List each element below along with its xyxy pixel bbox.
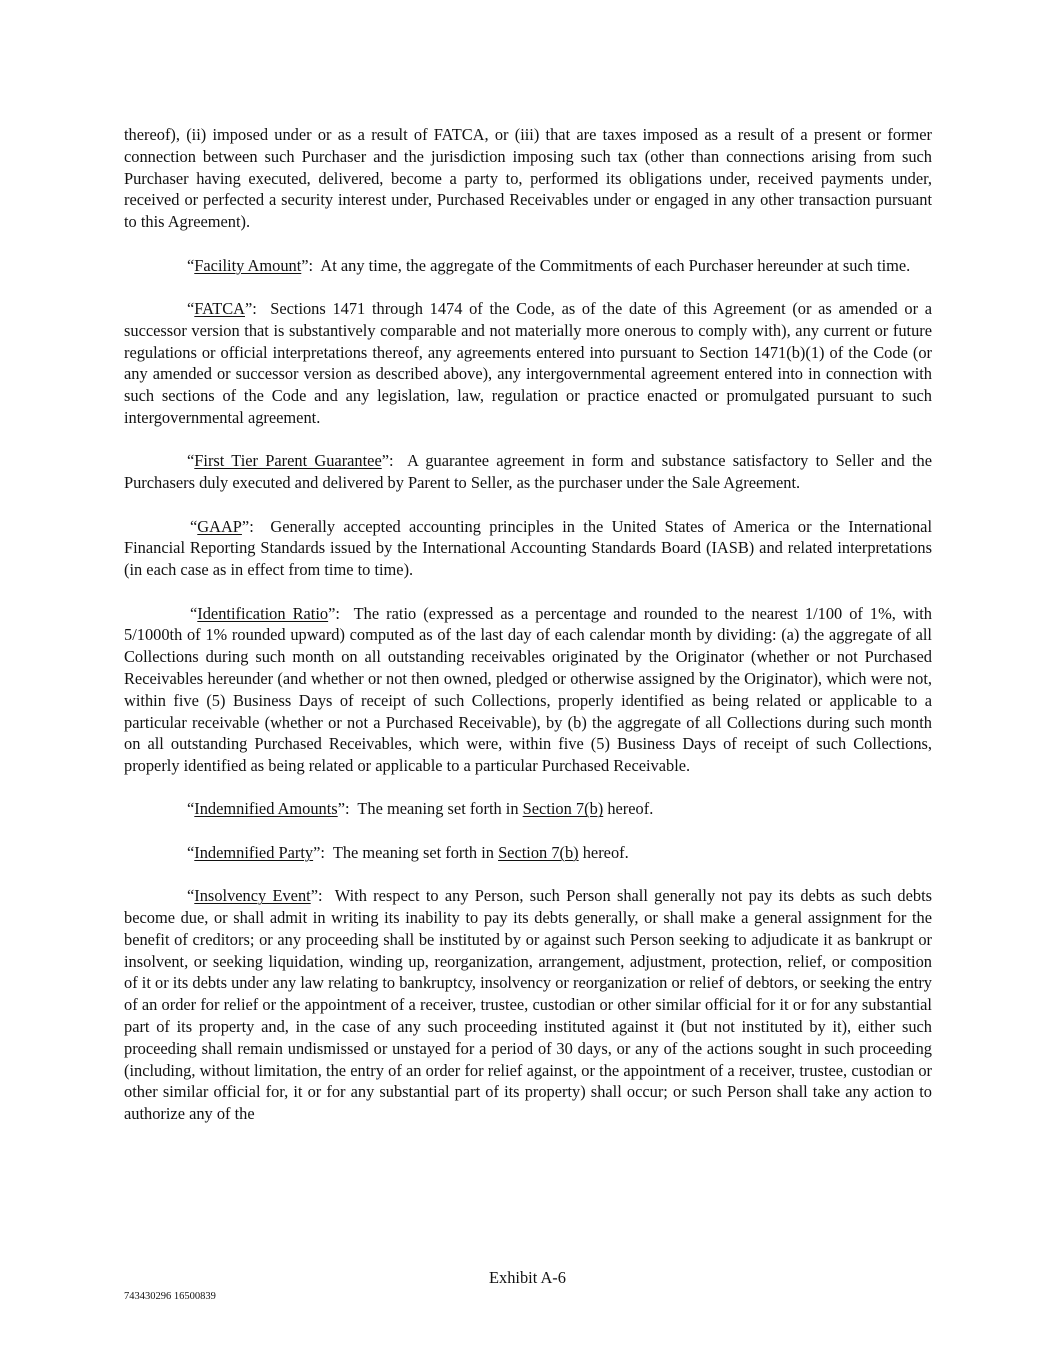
defined-term: Identification Ratio (197, 603, 329, 623)
defined-term: Insolvency Event (194, 886, 311, 906)
definition-first-tier-parent-guarantee: “First Tier Parent Guarantee”: A guarantee agreement in form and substance satisfactory to Seller and the Purchasers duly executed and delivered by Parent to Seller, as the purchaser under the Sale Agreement. (124, 451, 932, 493)
definition-indemnified-party: “Indemnified Party”: The meaning set forth in Section 7(b) hereof. (187, 842, 629, 862)
exhibit-page-label: Exhibit A-6 (489, 1268, 566, 1287)
definition-text: A guarantee agreement in form and substance satisfactory to Seller and the Purchasers duly executed and delivered by Parent to Seller, as the purchaser under the Sale Agreement. (124, 451, 932, 493)
definition-text-end: hereof. (603, 799, 654, 819)
definition-facility-amount: “Facility Amount”: At any time, the aggregate of the Commitments of each Purchaser hereunder at such time. (187, 255, 911, 275)
definition-indemnified-amounts: “Indemnified Amounts”: The meaning set forth in Section 7(b) hereof. (187, 799, 654, 819)
definition-text-end: hereof. (578, 842, 629, 862)
definition-text: With respect to any Person, such Person shall generally not pay its debts as such debts become due, or shall admit in writing its inability to pay its debts generally, or shall make a general assignment for the benefit of creditors; or any proceeding shall be instituted by or against such Person seeking to adjudicate it as bankrupt or insolvent, or seeking liquidation, winding up, reorganization, arrangement, adjustment, protection, relief, or composition of it or its debts under any law relating to bankruptcy, insolvency or reorganization or relief of debtors, or seeking the entry of an order for relief or the appointment of a receiver, trustee, custodian or other similar official for it or for any substantial part of its property and, in the case of any such proceeding instituted against it (but not instituted by it), either such proceeding shall remain undismissed or unstayed for a period of 30 days, or any of the actions sought in such proceeding (including, without limitation, the entry of an order for relief against, or the appointment of a receiver, trustee, custodian or other similar official for, it or for any substantial part of its property) shall occur; or such Person shall take any action to authorize any of the (124, 886, 933, 1124)
defined-term: Indemnified Party (194, 842, 314, 862)
document-body (124, 124, 932, 1125)
definition-fatca: “FATCA”: Sections 1471 through 1474 of the Code, as of the date of this Agreement (or as amended or a successor version that is substantively comparable and not materially more onerous to comply with), any current or future regulations or official interpretations thereof, any agreements entered into pursuant to Section 1471(b)(1) of the Code (or any amended or successor version as described above), any intergovernmental agreement entered into in connection with such sections of the Code and any legislation, law, regulation or practice enacted or promulgated pursuant to such intergovernmental agreement. (124, 298, 932, 427)
section-reference: Section 7(b) (522, 799, 604, 819)
defined-term: First Tier Parent Guarantee (194, 451, 382, 471)
definition-text: The meaning set forth in (357, 799, 523, 819)
defined-term: Indemnified Amounts (194, 799, 338, 819)
document-id: 743430296 16500839 (124, 1291, 216, 1302)
definition-text: The ratio (expressed as a percentage and rounded to the nearest 1/100 of 1%, with 5/1000th of 1% rounded upward) computed as of the last day of each calendar month by dividing: (a) the aggregate of all Collections during such month on all outstanding receivables originated by the Originator (whether or not Purchased Receivables hereunder (and whether or not then owned, pledged or otherwise assigned by the Originator), which were not, within five (5) Business Days of receipt of such Collections, properly identified as being related or applicable to a particular receivable (whether or not a Purchased Receivable), by (b) the aggregate of all Collections during such month on all outstanding Purchased Receivables, which were, within five (5) Business Days of receipt of such Collections, properly identified as being related or applicable to a particular Purchased Receivable. (124, 603, 932, 776)
defined-term: FATCA (194, 298, 245, 318)
definition-text: Sections 1471 through 1474 of the Code, as of the date of this Agreement (or as amended or a successor version that is substantively comparable and not materially more onerous to comply with), any current or future regulations or official interpretations thereof, any agreements entered into pursuant to Section 1471(b)(1) of the Code (or any amended or successor version as described above), any intergovernmental agreement entered into in connection with such sections of the Code and any legislation, law, regulation or practice enacted or promulgated pursuant to such intergovernmental agreement. (124, 298, 932, 427)
section-reference: Section 7(b) (498, 842, 579, 862)
definition-insolvency-event: “Insolvency Event”: With respect to any Person, such Person shall generally not pay its debts as such debts become due, or shall admit in writing its inability to pay its debts generally, or shall make a general assignment for the benefit of creditors; or any proceeding shall be instituted by or against such Person seeking to adjudicate it as bankrupt or insolvent, or seeking liquidation, winding up, reorganization, arrangement, adjustment, protection, relief, or composition of it or its debts under any law relating to bankruptcy, insolvency or reorganization or relief of debtors, or seeking the entry of an order for relief or the appointment of a receiver, trustee, custodian or other similar official for it or for any substantial part of its property and, in the case of any such proceeding instituted against it (but not instituted by it), either such proceeding shall remain undismissed or unstayed for a period of 30 days, or any of the actions sought in such proceeding (including, without limitation, the entry of an order for relief against, or the appointment of a receiver, trustee, custodian or other similar official for, it or for any substantial part of its property) shall occur; or such Person shall take any action to authorize any of the (124, 886, 933, 1124)
defined-term: GAAP (197, 516, 242, 536)
definition-identification-ratio: “Identification Ratio”: The ratio (expressed as a percentage and rounded to the nearest 1/100 of 1%, with 5/1000th of 1% rounded upward) computed as of the last day of each calendar month by dividing: (a) the aggregate of all Collections during such month on all outstanding receivables originated by the Originator (whether or not Purchased Receivables hereunder (and whether or not then owned, pledged or otherwise assigned by the Originator), which were not, within five (5) Business Days of receipt of such Collections, properly identified as being related or applicable to a particular receivable (whether or not a Purchased Receivable), by (b) the aggregate of all Collections during such month on all outstanding Purchased Receivables, which were, within five (5) Business Days of receipt of such Collections, properly identified as being related or applicable to a particular Purchased Receivable. (124, 603, 932, 776)
paragraph-text: thereof), (ii) imposed under or as a result of FATCA, or (iii) that are taxes imposed as a result of a present or former connection between such Purchaser and the jurisdiction imposing such tax (other than connections arising from such Purchaser having executed, delivered, become a party to, performed its obligations under, received payments under, received or perfected a security interest under, Purchased Receivables under or engaged in any other transaction pursuant to this Agreement). (124, 125, 932, 232)
definition-gaap: “GAAP”: Generally accepted accounting principles in the United States of America or the International Financial Reporting Standards issued by the International Accounting Standards Board (IASB) and related interpretations (in each case as in effect from time to time). (124, 516, 932, 580)
definition-text: The meaning set forth in (332, 842, 499, 862)
definition-text: Generally accepted accounting principles in the United States of America or the International Financial Reporting Standards issued by the International Accounting Standards Board (IASB) and related interpretations (in each case as in effect from time to time). (124, 516, 932, 580)
defined-term: Facility Amount (194, 255, 302, 275)
paragraph-fatca-taxes-continuation (124, 124, 932, 233)
definition-text: At any time, the aggregate of the Commitments of each Purchaser hereunder at such time. (320, 255, 911, 275)
